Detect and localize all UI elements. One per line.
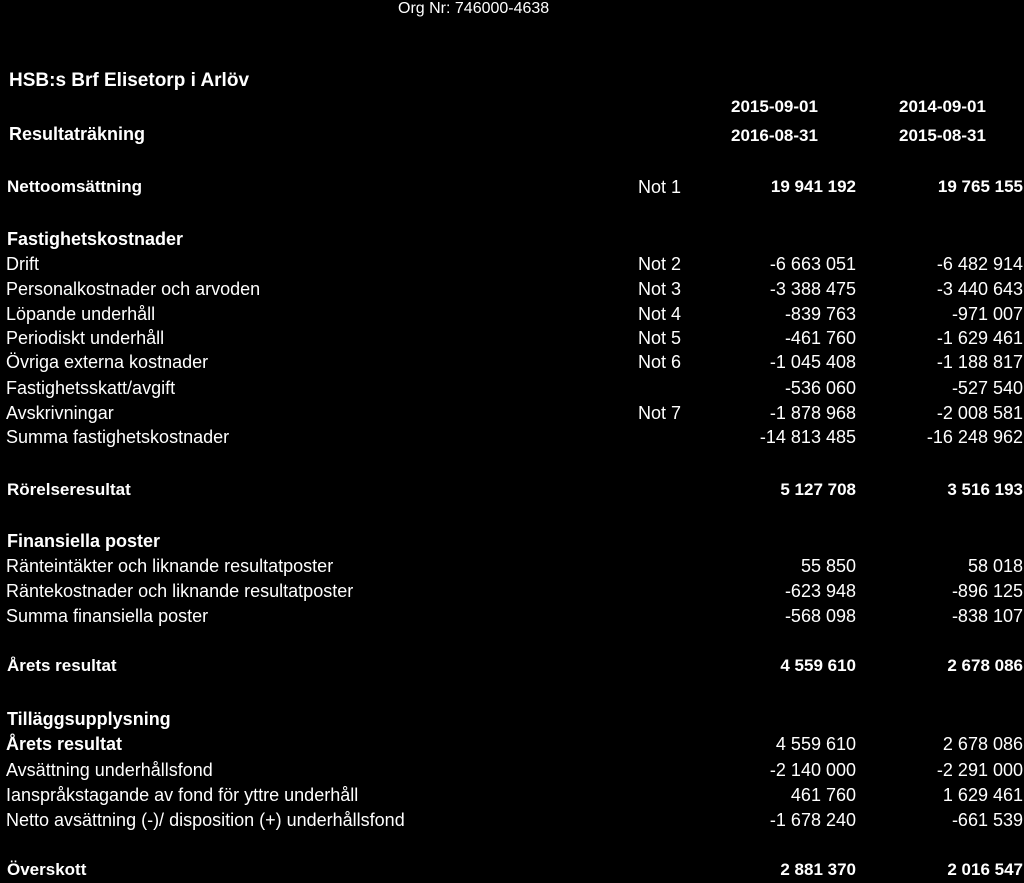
prior-value: 2 678 086 bbox=[947, 656, 1023, 675]
current-value: 4 559 610 bbox=[775, 734, 856, 754]
row-label: Drift bbox=[6, 254, 39, 274]
section-heading-supplementary: Tilläggsupplysning bbox=[7, 709, 171, 729]
org-number: Org Nr: 746000-4638 bbox=[398, 0, 550, 17]
table-row bbox=[0, 329, 1024, 351]
row-label: Ianspråkstagande av fond för yttre underhåll bbox=[6, 785, 359, 805]
current-value: 4 559 610 bbox=[780, 656, 856, 675]
note-ref: Not 3 bbox=[638, 279, 682, 299]
row-label: Summa finansiella poster bbox=[6, 606, 209, 626]
row-label: Löpande underhåll bbox=[6, 304, 156, 324]
table-row bbox=[0, 255, 1024, 277]
prior-value: -3 440 643 bbox=[936, 279, 1023, 299]
prior-value: -2 291 000 bbox=[936, 760, 1023, 780]
row-label: Årets resultat bbox=[7, 656, 117, 675]
row-label: Övriga externa kostnader bbox=[6, 352, 209, 372]
prior-value: -971 007 bbox=[951, 304, 1023, 324]
prior-value: 1 629 461 bbox=[942, 785, 1023, 805]
table-row bbox=[0, 379, 1024, 401]
prior-value: 19 765 155 bbox=[937, 177, 1023, 196]
current-value: -2 140 000 bbox=[769, 760, 856, 780]
prior-value: 2 678 086 bbox=[942, 734, 1023, 754]
current-value: -1 045 408 bbox=[769, 352, 856, 372]
prior-value: -527 540 bbox=[951, 378, 1023, 398]
prior-value: -1 629 461 bbox=[936, 328, 1023, 348]
table-row bbox=[0, 607, 1024, 629]
prior-value: -2 008 581 bbox=[936, 403, 1023, 423]
note-ref: Not 4 bbox=[638, 304, 682, 324]
row-label: Nettoomsättning bbox=[7, 177, 143, 196]
prior-value: 3 516 193 bbox=[947, 480, 1023, 499]
current-value: -839 763 bbox=[784, 304, 856, 324]
prior-value: 58 018 bbox=[967, 556, 1023, 576]
row-label: Avskrivningar bbox=[6, 403, 114, 423]
period-prior-start: 2014-09-01 bbox=[899, 97, 986, 116]
row-label: Summa fastighetskostnader bbox=[6, 427, 230, 447]
current-value: -461 760 bbox=[784, 328, 856, 348]
table-row bbox=[0, 582, 1024, 604]
current-value: 5 127 708 bbox=[780, 480, 856, 499]
table-row bbox=[0, 428, 1024, 450]
current-value: -3 388 475 bbox=[769, 279, 856, 299]
note-ref: Not 7 bbox=[638, 403, 682, 423]
table-row bbox=[0, 735, 1024, 757]
current-value: -1 678 240 bbox=[769, 810, 856, 830]
row-label: Överskott bbox=[7, 860, 87, 879]
current-value: 461 760 bbox=[790, 785, 856, 805]
prior-value: -661 539 bbox=[951, 810, 1023, 830]
table-row bbox=[0, 811, 1024, 833]
table-row bbox=[0, 786, 1024, 808]
note-ref: Not 2 bbox=[638, 254, 682, 274]
row-label: Rörelseresultat bbox=[7, 480, 131, 499]
year-result-row bbox=[0, 657, 1024, 679]
prior-value: -1 188 817 bbox=[936, 352, 1023, 372]
row-label: Periodiskt underhåll bbox=[6, 328, 165, 348]
current-value: 55 850 bbox=[800, 556, 856, 576]
row-label: Netto avsättning (-)/ disposition (+) underhållsfond bbox=[6, 810, 405, 830]
operating-result-row bbox=[0, 481, 1024, 503]
prior-value: -16 248 962 bbox=[926, 427, 1023, 447]
company-name: HSB:s Brf Elisetorp i Arlöv bbox=[9, 70, 250, 91]
surplus-row bbox=[0, 861, 1024, 883]
table-row bbox=[0, 404, 1024, 426]
period-current-end: 2016-08-31 bbox=[731, 126, 818, 145]
row-label: Ränteintäkter och liknande resultatposter bbox=[6, 556, 334, 576]
table-row bbox=[0, 761, 1024, 783]
current-value: -14 813 485 bbox=[759, 427, 856, 447]
row-label: Personalkostnader och arvoden bbox=[6, 279, 261, 299]
row-label: Avsättning underhållsfond bbox=[6, 760, 213, 780]
page-title: Resultaträkning bbox=[9, 124, 146, 144]
row-label: Räntekostnader och liknande resultatposter bbox=[6, 581, 354, 601]
note-ref: Not 6 bbox=[638, 352, 682, 372]
period-prior-end: 2015-08-31 bbox=[899, 126, 986, 145]
row-label: Årets resultat bbox=[6, 734, 123, 754]
section-heading-property-costs: Fastighetskostnader bbox=[7, 229, 184, 249]
table-row bbox=[0, 557, 1024, 579]
net-revenue-row bbox=[0, 178, 1024, 200]
note-ref: Not 1 bbox=[638, 177, 682, 197]
table-row bbox=[0, 305, 1024, 327]
row-label: Fastighetsskatt/avgift bbox=[6, 378, 176, 398]
current-value: -6 663 051 bbox=[769, 254, 856, 274]
prior-value: -838 107 bbox=[951, 606, 1023, 626]
note-ref: Not 5 bbox=[638, 328, 682, 348]
section-heading-financial-items: Finansiella poster bbox=[7, 531, 161, 551]
current-value: 19 941 192 bbox=[770, 177, 856, 196]
current-value: -623 948 bbox=[784, 581, 856, 601]
table-row bbox=[0, 280, 1024, 302]
current-value: -568 098 bbox=[784, 606, 856, 626]
prior-value: 2 016 547 bbox=[947, 860, 1023, 879]
prior-value: -896 125 bbox=[951, 581, 1023, 601]
table-row bbox=[0, 353, 1024, 375]
period-current-start: 2015-09-01 bbox=[731, 97, 818, 116]
current-value: -536 060 bbox=[784, 378, 856, 398]
current-value: 2 881 370 bbox=[780, 860, 856, 879]
current-value: -1 878 968 bbox=[769, 403, 856, 423]
prior-value: -6 482 914 bbox=[936, 254, 1023, 274]
